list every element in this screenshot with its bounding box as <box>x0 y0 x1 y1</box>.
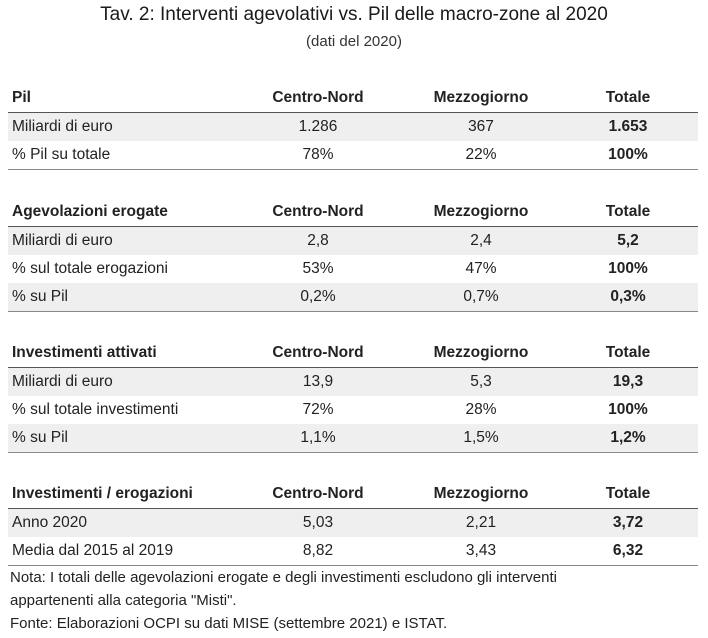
section-investimenti <box>8 338 698 453</box>
col-header-centro-nord: Centro-Nord <box>272 344 364 361</box>
section-title: Agevolazioni erogate <box>12 203 168 220</box>
section-title: Investimenti / erogazioni <box>12 485 193 502</box>
col-header-totale: Totale <box>605 89 651 106</box>
table-row <box>8 227 698 255</box>
cell-centro-nord: 1.286 <box>298 118 338 135</box>
cell-mezzogiorno: 367 <box>468 118 494 135</box>
section-header <box>8 83 698 113</box>
section-agevolazioni <box>8 197 698 312</box>
table-row <box>8 283 698 312</box>
cell-centro-nord: 78% <box>302 146 334 163</box>
cell-totale: 19,3 <box>612 373 644 390</box>
cell-mezzogiorno: 22% <box>465 146 497 163</box>
section-title: Pil <box>12 89 31 106</box>
cell-centro-nord: 13,9 <box>302 373 334 390</box>
section-title: Investimenti attivati <box>12 344 157 361</box>
cell-mezzogiorno: 2,4 <box>470 232 492 249</box>
col-header-totale: Totale <box>605 344 651 361</box>
row-label: % sul totale investimenti <box>12 401 179 418</box>
cell-totale: 100% <box>608 146 648 163</box>
row-label: Media dal 2015 al 2019 <box>12 542 174 559</box>
cell-centro-nord: 8,82 <box>302 542 334 559</box>
row-label: Miliardi di euro <box>12 373 113 390</box>
cell-totale: 0,3% <box>610 288 646 305</box>
cell-mezzogiorno: 3,43 <box>465 542 497 559</box>
section-investimenti-erogazioni <box>8 479 698 566</box>
cell-mezzogiorno: 47% <box>465 260 497 277</box>
cell-totale: 5,2 <box>617 232 639 249</box>
col-header-totale: Totale <box>605 203 651 220</box>
section-pil <box>8 83 698 170</box>
cell-totale: 1.653 <box>608 118 648 135</box>
cell-centro-nord: 5,03 <box>302 514 334 531</box>
col-header-mezzogiorno: Mezzogiorno <box>433 485 529 502</box>
cell-totale: 3,72 <box>612 514 644 531</box>
cell-centro-nord: 1,1% <box>300 429 336 446</box>
cell-mezzogiorno: 5,3 <box>470 373 492 390</box>
table-row <box>8 368 698 396</box>
cell-totale: 1,2% <box>610 429 646 446</box>
cell-totale: 100% <box>608 401 648 418</box>
col-header-mezzogiorno: Mezzogiorno <box>433 344 529 361</box>
note-line: Nota: I totali delle agevolazioni erogate e degli investimenti escludono gli interventi <box>10 569 557 586</box>
cell-mezzogiorno: 2,21 <box>465 514 497 531</box>
table-title: Tav. 2: Interventi agevolativi vs. Pil delle macro-zone al 2020 <box>100 4 608 25</box>
cell-mezzogiorno: 0,7% <box>463 288 499 305</box>
footnotes <box>10 566 700 635</box>
cell-centro-nord: 53% <box>302 260 334 277</box>
table-subtitle: (dati del 2020) <box>306 33 402 50</box>
row-label: % su Pil <box>12 429 68 446</box>
table-row <box>8 113 698 141</box>
row-label: % su Pil <box>12 288 68 305</box>
row-label: Miliardi di euro <box>12 232 113 249</box>
table-row <box>8 509 698 537</box>
note-line: appartenenti alla categoria "Misti". <box>10 592 237 609</box>
cell-totale: 100% <box>608 260 648 277</box>
row-label: Anno 2020 <box>12 514 87 531</box>
row-label: % sul totale erogazioni <box>12 260 168 277</box>
source-line: Fonte: Elaborazioni OCPI su dati MISE (settembre 2021) e ISTAT. <box>10 615 448 632</box>
col-header-mezzogiorno: Mezzogiorno <box>433 89 529 106</box>
cell-centro-nord: 72% <box>302 401 334 418</box>
table-row <box>8 396 698 424</box>
cell-mezzogiorno: 1,5% <box>463 429 499 446</box>
table-row <box>8 537 698 566</box>
col-header-centro-nord: Centro-Nord <box>272 485 364 502</box>
cell-mezzogiorno: 28% <box>465 401 497 418</box>
section-header <box>8 479 698 509</box>
row-label: % Pil su totale <box>12 146 111 163</box>
col-header-mezzogiorno: Mezzogiorno <box>433 203 529 220</box>
row-label: Miliardi di euro <box>12 118 113 135</box>
section-header <box>8 338 698 368</box>
col-header-centro-nord: Centro-Nord <box>272 203 364 220</box>
cell-centro-nord: 0,2% <box>300 288 336 305</box>
cell-centro-nord: 2,8 <box>307 232 329 249</box>
section-header <box>8 197 698 227</box>
col-header-totale: Totale <box>605 485 651 502</box>
table-row <box>8 255 698 283</box>
table-row <box>8 141 698 170</box>
col-header-centro-nord: Centro-Nord <box>272 89 364 106</box>
cell-totale: 6,32 <box>612 542 644 559</box>
table-row <box>8 424 698 453</box>
